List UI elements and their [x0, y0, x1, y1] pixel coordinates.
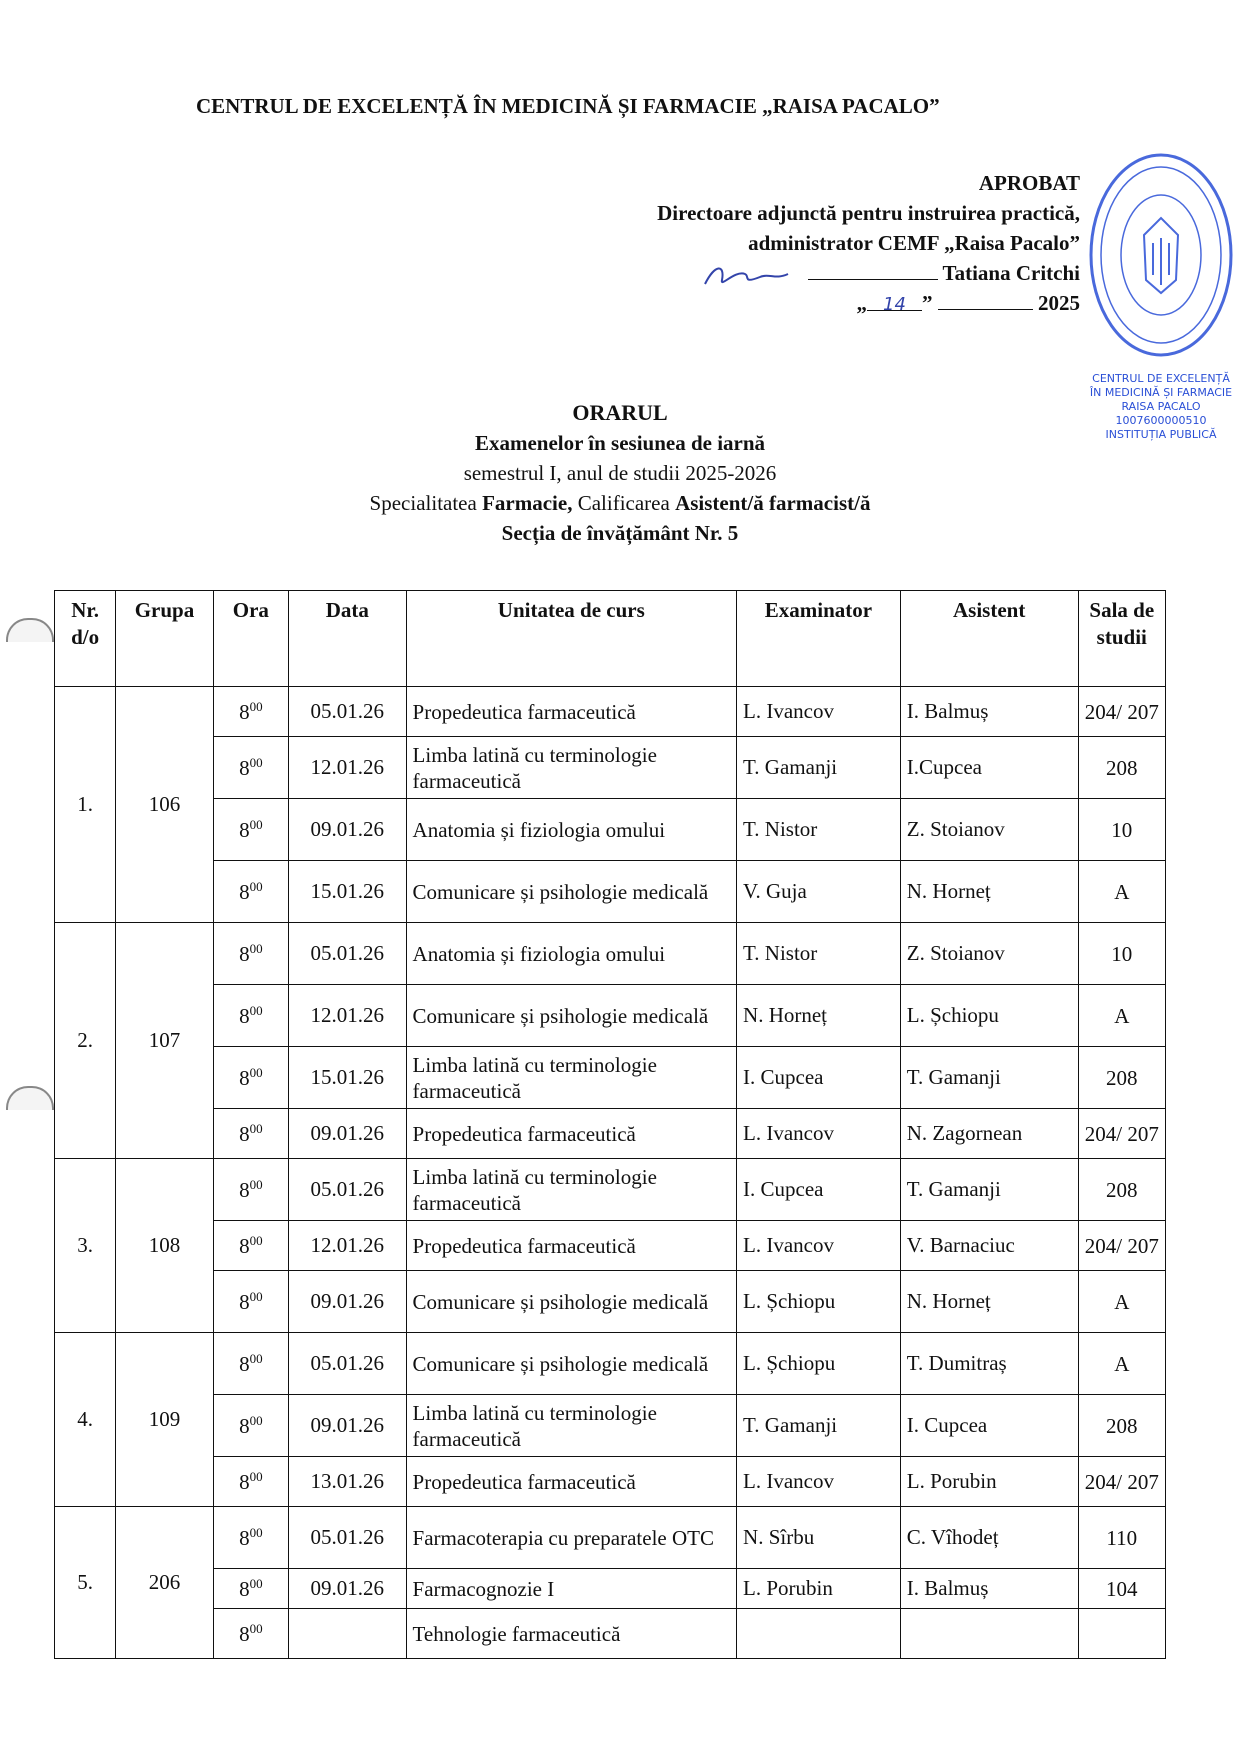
cell-examinator: N. Horneț	[737, 985, 901, 1047]
unitate-text: Anatomia și fiziologia omului	[412, 941, 666, 966]
table-row	[55, 1609, 1166, 1659]
table-row	[55, 1569, 1166, 1609]
cell-ora	[213, 687, 288, 737]
cell-unitate	[406, 1507, 736, 1569]
ora-minutes: 00	[249, 1350, 263, 1366]
cell-unitate	[406, 687, 736, 737]
ora-hour: 8	[239, 755, 250, 780]
cell-unitate	[406, 1569, 736, 1609]
cell-ora	[213, 1221, 288, 1271]
cell-asistent: N. Horneț	[900, 1271, 1078, 1333]
table-row	[55, 1395, 1166, 1457]
cell-sala: 10	[1078, 923, 1165, 985]
unitate-text: Farmacoterapia cu preparatele OTC	[412, 1525, 714, 1550]
unitate-text: Farmacognozie I	[412, 1576, 555, 1601]
ora-minutes: 00	[249, 754, 263, 770]
unitate-text: Anatomia și fiziologia omului	[412, 817, 666, 842]
ora-minutes: 00	[249, 1176, 263, 1192]
cell-ora	[213, 1333, 288, 1395]
cell-unitate	[406, 1047, 736, 1109]
ora-hour: 8	[239, 1413, 250, 1438]
cell-unitate	[406, 985, 736, 1047]
cell-sala: 208	[1078, 1395, 1165, 1457]
header-asistent: Asistent	[900, 591, 1078, 687]
cell-grupa: 106	[116, 687, 213, 923]
cell-data: 05.01.26	[289, 1507, 407, 1569]
unitate-text: Comunicare și psihologie medicală	[412, 1289, 709, 1314]
cell-unitate	[406, 1333, 736, 1395]
ora-minutes: 00	[249, 816, 263, 832]
cell-sala: 204/ 207	[1078, 1221, 1165, 1271]
ora-hour: 8	[239, 1525, 250, 1550]
table-row	[55, 1109, 1166, 1159]
section-line: Secția de învățământ Nr. 5	[501, 521, 739, 545]
official-stamp-icon	[1086, 140, 1236, 370]
table-header-row	[55, 591, 1166, 687]
cell-nr: 5.	[55, 1507, 116, 1659]
table-row	[55, 1271, 1166, 1333]
table-body	[55, 687, 1166, 1659]
table-row	[55, 1333, 1166, 1395]
ora-minutes: 00	[249, 1412, 263, 1428]
cell-asistent	[900, 1609, 1078, 1659]
table-row	[55, 985, 1166, 1047]
cell-ora	[213, 1395, 288, 1457]
cell-sala: 10	[1078, 799, 1165, 861]
cell-asistent: N. Zagornean	[900, 1109, 1078, 1159]
ora-minutes: 00	[249, 1002, 263, 1018]
cell-data: 05.01.26	[289, 1159, 407, 1221]
cell-nr: 2.	[55, 923, 116, 1159]
schedule-heading	[0, 398, 1240, 548]
cell-asistent: I. Balmuș	[900, 687, 1078, 737]
stamp-bottom-text: INSTITUȚIA PUBLICĂ	[1105, 428, 1217, 441]
header-ora: Ora	[213, 591, 288, 687]
table-row	[55, 1507, 1166, 1569]
ora-hour: 8	[239, 1121, 250, 1146]
unitate-text: Propedeutica farmaceutică	[412, 1469, 636, 1494]
unitate-text: Propedeutica farmaceutică	[412, 1121, 636, 1146]
cell-ora	[213, 1159, 288, 1221]
table-row	[55, 1221, 1166, 1271]
stamp-code: 1007600000510	[1115, 414, 1207, 427]
header-nr: Nr. d/o	[55, 591, 116, 687]
cell-data: 15.01.26	[289, 1047, 407, 1109]
cell-examinator: I. Cupcea	[737, 1047, 901, 1109]
unitate-text: Limba latină cu terminologie farmaceutică	[412, 742, 657, 793]
cell-asistent: C. Vîhodeț	[900, 1507, 1078, 1569]
cell-sala: 208	[1078, 1159, 1165, 1221]
cell-grupa: 107	[116, 923, 213, 1159]
ora-minutes: 00	[249, 1524, 263, 1540]
ora-hour: 8	[239, 1621, 250, 1646]
cell-examinator: T. Gamanji	[737, 737, 901, 799]
punch-hole	[6, 1086, 54, 1110]
date-open-quote: „	[856, 291, 867, 315]
cell-data: 09.01.26	[289, 1109, 407, 1159]
table-row	[55, 1159, 1166, 1221]
specialty-value: Farmacie,	[482, 491, 573, 515]
ora-hour: 8	[239, 1177, 250, 1202]
cell-ora	[213, 985, 288, 1047]
ora-hour: 8	[239, 1233, 250, 1258]
cell-asistent: I.Cupcea	[900, 737, 1078, 799]
approval-line1: Directoare adjunctă pentru instruirea practică,	[657, 201, 1080, 225]
cell-asistent: Z. Stoianov	[900, 923, 1078, 985]
date-month-field	[938, 291, 1033, 310]
institution-title: CENTRUL DE EXCELENȚĂ ÎN MEDICINĂ ȘI FARMACIE „RAISA PACALO”	[196, 94, 940, 118]
header-sala: Sala de studii	[1078, 591, 1165, 687]
approver-name: Tatiana Critchi	[942, 261, 1080, 285]
cell-unitate	[406, 1271, 736, 1333]
cell-unitate	[406, 861, 736, 923]
table-row	[55, 1457, 1166, 1507]
cell-asistent: L. Porubin	[900, 1457, 1078, 1507]
cell-sala: 204/ 207	[1078, 1109, 1165, 1159]
schedule-title: ORARUL	[572, 400, 668, 425]
ora-minutes: 00	[249, 1468, 263, 1484]
table-row	[55, 687, 1166, 737]
approval-status: APROBAT	[978, 171, 1080, 195]
cell-examinator: T. Gamanji	[737, 1395, 901, 1457]
semester-line: semestrul I, anul de studii 2025-2026	[463, 461, 777, 485]
ora-minutes: 00	[249, 1064, 263, 1080]
table-row	[55, 799, 1166, 861]
table-row	[55, 861, 1166, 923]
cell-grupa: 108	[116, 1159, 213, 1333]
cell-unitate	[406, 1457, 736, 1507]
cell-asistent: I. Balmuș	[900, 1569, 1078, 1609]
ora-hour: 8	[239, 1289, 250, 1314]
ora-minutes: 00	[249, 1232, 263, 1248]
header-grupa: Grupa	[116, 591, 213, 687]
ora-hour: 8	[239, 1576, 250, 1601]
cell-ora	[213, 1507, 288, 1569]
cell-asistent: N. Horneț	[900, 861, 1078, 923]
cell-examinator: L. Porubin	[737, 1569, 901, 1609]
approval-block	[560, 168, 1080, 318]
table-row	[55, 737, 1166, 799]
cell-sala: 204/ 207	[1078, 687, 1165, 737]
cell-ora	[213, 1457, 288, 1507]
cell-sala: 204/ 207	[1078, 1457, 1165, 1507]
punch-hole	[6, 618, 54, 642]
cell-sala: 110	[1078, 1507, 1165, 1569]
cell-asistent: T. Gamanji	[900, 1047, 1078, 1109]
cell-grupa: 109	[116, 1333, 213, 1507]
cell-asistent: V. Barnaciuc	[900, 1221, 1078, 1271]
table-row	[55, 1047, 1166, 1109]
date-day-value: 14	[883, 294, 906, 315]
cell-data: 12.01.26	[289, 1221, 407, 1271]
ora-minutes: 00	[249, 1575, 263, 1591]
cell-asistent: T. Dumitraș	[900, 1333, 1078, 1395]
ora-minutes: 00	[249, 878, 263, 894]
cell-grupa: 206	[116, 1507, 213, 1659]
cell-ora	[213, 1271, 288, 1333]
cell-unitate	[406, 1109, 736, 1159]
cell-data: 13.01.26	[289, 1457, 407, 1507]
cell-nr: 4.	[55, 1333, 116, 1507]
cell-data: 05.01.26	[289, 687, 407, 737]
ora-minutes: 00	[249, 1120, 263, 1136]
cell-examinator	[737, 1609, 901, 1659]
header-examinator: Examinator	[737, 591, 901, 687]
cell-asistent: L. Șchiopu	[900, 985, 1078, 1047]
unitate-text: Limba latină cu terminologie farmaceutică	[412, 1164, 657, 1215]
header-unitate: Unitatea de curs	[406, 591, 736, 687]
exam-schedule-table-wrap	[54, 590, 1166, 1659]
ora-hour: 8	[239, 941, 250, 966]
cell-sala: 104	[1078, 1569, 1165, 1609]
cell-sala: A	[1078, 1271, 1165, 1333]
unitate-text: Propedeutica farmaceutică	[412, 1233, 636, 1258]
cell-nr: 3.	[55, 1159, 116, 1333]
schedule-subtitle: Examenelor în sesiunea de iarnă	[474, 431, 766, 455]
qualification-value: Asistent/ă farmacist/ă	[675, 491, 871, 515]
cell-ora	[213, 861, 288, 923]
header-data: Data	[289, 591, 407, 687]
cell-sala: A	[1078, 861, 1165, 923]
cell-unitate	[406, 1221, 736, 1271]
cell-ora	[213, 1047, 288, 1109]
cell-examinator: T. Nistor	[737, 923, 901, 985]
approval-date-row	[560, 288, 1080, 318]
cell-ora	[213, 1609, 288, 1659]
cell-unitate	[406, 1609, 736, 1659]
ora-hour: 8	[239, 1469, 250, 1494]
cell-data	[289, 1609, 407, 1659]
unitate-text: Comunicare și psihologie medicală	[412, 1003, 709, 1028]
cell-data: 05.01.26	[289, 923, 407, 985]
cell-examinator: L. Ivancov	[737, 1221, 901, 1271]
date-close-quote: ”	[922, 291, 933, 315]
specialty-line	[0, 488, 1240, 518]
cell-examinator: V. Guja	[737, 861, 901, 923]
cell-unitate	[406, 1159, 736, 1221]
cell-examinator: L. Șchiopu	[737, 1333, 901, 1395]
date-day-field	[867, 288, 922, 315]
qualification-label: Calificarea	[572, 491, 676, 515]
cell-data: 09.01.26	[289, 1569, 407, 1609]
cell-sala: A	[1078, 1333, 1165, 1395]
cell-data: 12.01.26	[289, 737, 407, 799]
cell-data: 12.01.26	[289, 985, 407, 1047]
cell-examinator: L. Șchiopu	[737, 1271, 901, 1333]
cell-data: 15.01.26	[289, 861, 407, 923]
ora-hour: 8	[239, 1351, 250, 1376]
cell-unitate	[406, 1395, 736, 1457]
cell-examinator: N. Sîrbu	[737, 1507, 901, 1569]
cell-unitate	[406, 737, 736, 799]
stamp-outer-text: CENTRUL DE EXCELENȚĂ ÎN MEDICINĂ ȘI FARMACIE RAISA PACALO	[1089, 372, 1233, 413]
cell-sala: 208	[1078, 1047, 1165, 1109]
cell-examinator: L. Ivancov	[737, 1109, 901, 1159]
ora-minutes: 00	[249, 940, 263, 956]
cell-asistent: I. Cupcea	[900, 1395, 1078, 1457]
cell-sala: A	[1078, 985, 1165, 1047]
ora-hour: 8	[239, 1065, 250, 1090]
cell-examinator: I. Cupcea	[737, 1159, 901, 1221]
cell-data: 09.01.26	[289, 1271, 407, 1333]
date-year: 2025	[1038, 291, 1080, 315]
cell-asistent: T. Gamanji	[900, 1159, 1078, 1221]
cell-examinator: L. Ivancov	[737, 687, 901, 737]
cell-examinator: L. Ivancov	[737, 1457, 901, 1507]
cell-ora	[213, 737, 288, 799]
unitate-text: Limba latină cu terminologie farmaceutică	[412, 1052, 657, 1103]
signature-line	[808, 261, 938, 280]
cell-sala: 208	[1078, 737, 1165, 799]
exam-schedule-table	[54, 590, 1166, 1659]
approval-name-row	[560, 258, 1080, 288]
cell-data: 09.01.26	[289, 799, 407, 861]
specialty-label: Specialitatea	[369, 491, 483, 515]
ora-minutes: 00	[249, 1620, 263, 1636]
ora-hour: 8	[239, 817, 250, 842]
cell-unitate	[406, 799, 736, 861]
approval-line2: administrator CEMF „Raisa Pacalo”	[748, 231, 1080, 255]
ora-hour: 8	[239, 879, 250, 904]
cell-asistent: Z. Stoianov	[900, 799, 1078, 861]
cell-ora	[213, 1569, 288, 1609]
unitate-text: Comunicare și psihologie medicală	[412, 879, 709, 904]
cell-ora	[213, 1109, 288, 1159]
cell-ora	[213, 799, 288, 861]
cell-ora	[213, 923, 288, 985]
cell-unitate	[406, 923, 736, 985]
unitate-text: Tehnologie farmaceutică	[412, 1621, 621, 1646]
ora-minutes: 00	[249, 698, 263, 714]
ora-minutes: 00	[249, 1288, 263, 1304]
cell-examinator: T. Nistor	[737, 799, 901, 861]
cell-data: 05.01.26	[289, 1333, 407, 1395]
unitate-text: Limba latină cu terminologie farmaceutică	[412, 1400, 657, 1451]
cell-data: 09.01.26	[289, 1395, 407, 1457]
unitate-text: Comunicare și psihologie medicală	[412, 1351, 709, 1376]
cell-sala	[1078, 1609, 1165, 1659]
table-row	[55, 923, 1166, 985]
cell-nr: 1.	[55, 687, 116, 923]
ora-hour: 8	[239, 699, 250, 724]
ora-hour: 8	[239, 1003, 250, 1028]
unitate-text: Propedeutica farmaceutică	[412, 699, 636, 724]
